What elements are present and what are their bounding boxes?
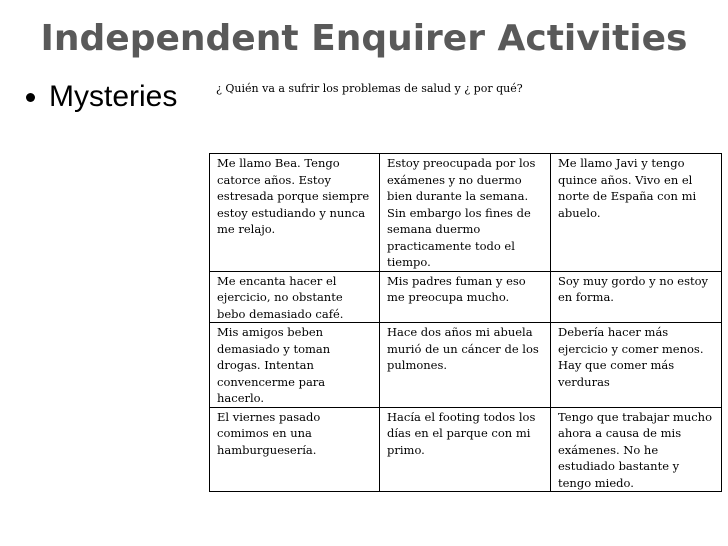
table-cell: Hace dos años mi abuela murió de un cáncer de los pulmones. xyxy=(380,323,551,408)
table-cell: El viernes pasado comimos en una hamburguesería. xyxy=(210,407,380,492)
table-cell: Estoy preocupada por los exámenes y no duermo bien durante la semana. Sin embargo los fines de semana duermo practicamente todo el tiempo. xyxy=(380,154,551,272)
bullet-dot-icon xyxy=(26,93,35,102)
table-cell: Hacía el footing todos los días en el parque con mi primo. xyxy=(380,407,551,492)
table-row xyxy=(210,154,722,272)
slide-title: Independent Enquirer Activities xyxy=(40,18,688,59)
bullet-label: Mysteries xyxy=(49,80,178,113)
table-row xyxy=(210,407,722,492)
mysteries-table xyxy=(209,153,722,492)
table-cell: Me llamo Bea. Tengo catorce años. Estoy estresada porque siempre estoy estudiando y nunca me relajo. xyxy=(210,154,380,272)
table-cell: Tengo que trabajar mucho ahora a causa de mis exámenes. No he estudiado bastante y tengo miedo. xyxy=(551,407,722,492)
table-cell: Me llamo Javi y tengo quince años. Vivo en el norte de España con mi abuelo. xyxy=(551,154,722,272)
table-cell: Me encanta hacer el ejercicio, no obstante bebo demasiado café. xyxy=(210,271,380,323)
question-text: ¿ Quién va a sufrir los problemas de salud y ¿ por qué? xyxy=(216,82,523,95)
table-row xyxy=(210,323,722,408)
bullet-item xyxy=(26,80,177,114)
table-cell: Mis padres fuman y eso me preocupa mucho. xyxy=(380,271,551,323)
table-cell: Debería hacer más ejercicio y comer menos. Hay que comer más verduras xyxy=(551,323,722,408)
table-cell: Soy muy gordo y no estoy en forma. xyxy=(551,271,722,323)
table-row xyxy=(210,271,722,323)
table-cell: Mis amigos beben demasiado y toman drogas. Intentan convencerme para hacerlo. xyxy=(210,323,380,408)
